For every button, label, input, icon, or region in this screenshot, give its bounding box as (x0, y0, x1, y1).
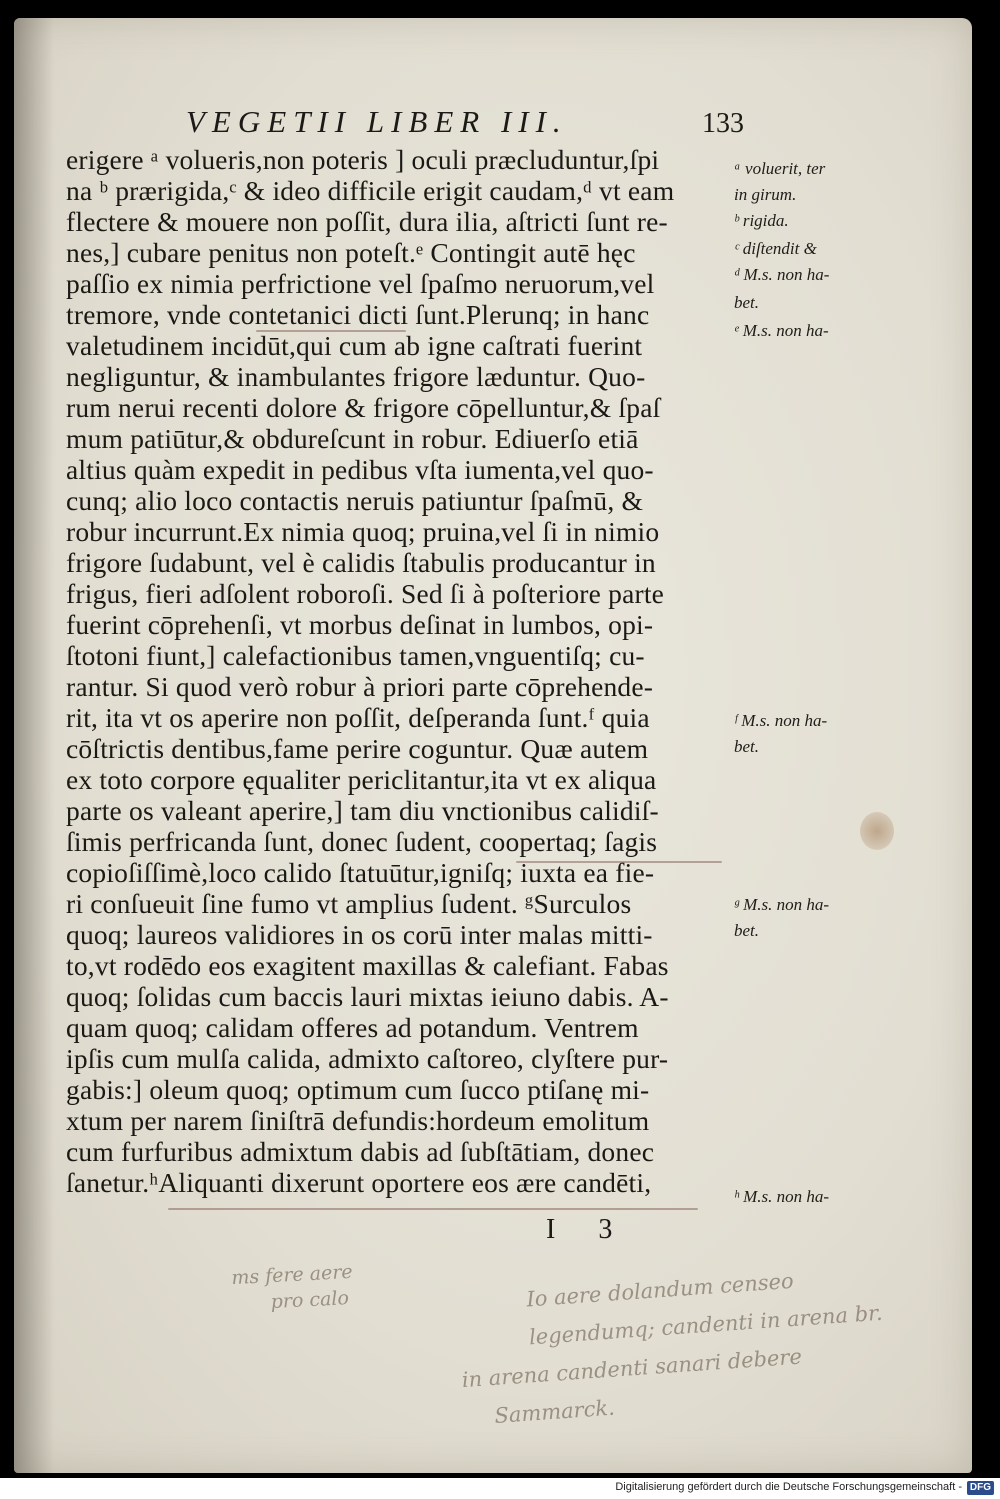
text-line: ſimis perfricanda ſunt, donec ſudent, coopertaq; ſagis (66, 826, 658, 857)
handwritten-line: Io aere dolandum censeo (525, 1268, 795, 1312)
handwritten-note-left (231, 1259, 355, 1317)
text-line: copioſiſſimè,loco calido ſtatuūtur,igniſq; iuxta ea fie- (66, 857, 655, 888)
text-line: frigus, fieri adſolent roboroſi. Sed ſi à poſteriore parte (66, 578, 665, 609)
margin-note: ᵃ voluerit, ter (734, 159, 826, 178)
text-line: frigore ſudabunt, vel è calidis ſtabulis producantur in (66, 547, 656, 578)
margin-note: in girum. (734, 185, 797, 204)
text-line: to,vt rodēdo eos exagitent maxillas & calefiant. Fabas (66, 950, 669, 981)
margin-note: bet. (734, 293, 760, 312)
text-line: ri conſueuit ſine fumo vt amplius ſudent. ᵍSurculos (66, 888, 632, 919)
handwritten-note-right (461, 1256, 889, 1432)
text-line: cum furfuribus admixtum dabis ad ſubſtātiam, donec (66, 1136, 655, 1167)
main-text-block (66, 144, 738, 1198)
text-line: ſanetur.ʰAliquanti dixerunt oportere eos ære candēti, (66, 1167, 652, 1198)
text-line: paſſio ex nimia perfrictione vel ſpaſmo neruorum,vel (66, 268, 655, 299)
page-folio-number: 133 (702, 108, 744, 139)
text-line: ipſis cum mulſa calida, admixto caſtoreo, clyſtere pur- (66, 1043, 669, 1074)
text-line: robur incurrunt.Ex nimia quoq; pruina,vel ſi in nimio (66, 516, 660, 547)
footer-bar (0, 1478, 1000, 1499)
paper-stain (860, 812, 894, 850)
margin-note: bet. (734, 737, 760, 756)
text-line: rit, ita vt os aperire non poſſit, deſperanda ſunt.ᶠ quia (66, 702, 650, 733)
text-line: tremore, vnde contetanici dicti ſunt.Plerunq; in hanc (66, 299, 650, 330)
signature-mark: I 3 (546, 1214, 631, 1245)
text-line: altius quàm expedit in pedibus vſta iumenta,vel quo- (66, 454, 654, 485)
text-line: rum nerui recenti dolore & frigore cōpelluntur,& ſpaſ (66, 392, 661, 423)
ink-underline (168, 1208, 698, 1210)
text-line: rantur. Si quod verò robur à priori parte cōprehende- (66, 671, 654, 702)
page-gutter-shadow (14, 18, 54, 1473)
margin-note: ᵈ M.s. non ha- (734, 265, 830, 284)
text-line: cōſtrictis dentibus,fame perire coguntur. Quæ autem (66, 733, 649, 764)
handwritten-line: Sammarck. (493, 1395, 616, 1428)
text-line: xtum per narem ſiniſtrā defundis:hordeum emolitum (66, 1105, 650, 1136)
dfg-logo[interactable]: DFG (967, 1481, 994, 1495)
text-line: erigere ᵃ volueris,non poteris ] oculi præcluduntur,ſpi (66, 144, 660, 175)
margin-note: ʰ M.s. non ha- (734, 1187, 830, 1206)
text-line: quam quoq; calidam offeres ad potandum. Ventrem (66, 1012, 639, 1043)
text-line: nes,] cubare penitus non poteſt.ᵉ Contingit autē hęc (66, 237, 636, 268)
text-line: valetudinem incidūt,qui cum ab igne caſtrati fuerint (66, 330, 643, 361)
running-head-title: VEGETII LIBER III. (186, 104, 568, 139)
text-line: flectere & mouere non poſſit, dura ilia, aſtricti ſunt re- (66, 206, 668, 237)
handwritten-line: ms fere aere (230, 1260, 354, 1290)
text-line: negliguntur, & inambulantes frigore læduntur. Quo- (66, 361, 646, 392)
margin-note: ᶜ diſtendit & (734, 239, 817, 258)
text-line: ex toto corpore ęqualiter periclitantur,ita vt ex aliqua (66, 764, 657, 795)
text-line: cunq; alio loco contactis neruis patiuntur ſpaſmū, & (66, 485, 644, 516)
margin-note: ᵍ M.s. non ha- (734, 895, 830, 914)
funding-credit: Digitalisierung gefördert durch die Deutsche Forschungsgemeinschaft - (615, 1481, 962, 1493)
text-line: quoq; ſolidas cum baccis lauri mixtas ieiuno dabis. A- (66, 981, 669, 1012)
ink-underline (256, 330, 406, 332)
text-line: fuerint cōprehenſi, vt morbus deſinat in lumbos, opi- (66, 609, 654, 640)
handwritten-line: pro calo (270, 1287, 350, 1314)
handwritten-line: in arena candenti sanari debere (461, 1344, 803, 1393)
margin-note: ᶠ M.s. non ha- (734, 711, 828, 730)
text-line: gabis:] oleum quoq; optimum cum ſucco ptiſanę mi- (66, 1074, 650, 1105)
margin-note: ᵉ M.s. non ha- (734, 321, 829, 340)
text-line: mum patiūtur,& obdureſcunt in robur. Ediuerſo etiā (66, 423, 639, 454)
text-line: parte os valeant aperire,] tam diu vnctionibus calidiſ- (66, 795, 659, 826)
ink-underline (516, 861, 722, 863)
handwritten-line: legendumq; candenti in arena br. (528, 1300, 884, 1350)
text-line: ſtotoni fiunt,] calefactionibus tamen,vnguentiſq; cu- (66, 640, 645, 671)
text-line: quoq; laureos validiores in os corū inter malas mitti- (66, 919, 653, 950)
margin-note: ᵇ rigida. (734, 211, 789, 230)
margin-note: bet. (734, 921, 760, 940)
text-line: na ᵇ prærigida,ᶜ & ideo difficile erigit caudam,ᵈ vt eam (66, 175, 675, 206)
